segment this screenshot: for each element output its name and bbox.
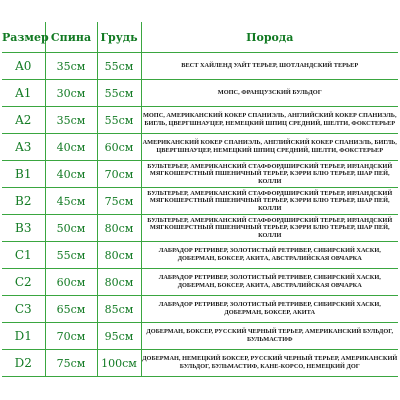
back-cell: 35см [45,53,97,80]
chest-cell: 55см [97,53,141,80]
breed-cell: ЛАБРАДОР РЕТРИВЕР, ЗОЛОТИСТЫЙ РЕТРИВЕР, СИБИРСКИЙ ХАСКИ, ДОБЕРМАН, БОКСЕР, АКИТА, АВСТРАЛИЙСКАЯ ОВЧАРКА [141,242,398,269]
header-row [2,22,398,53]
chest-cell: 60см [97,134,141,161]
breed-cell: БУЛЬТЕРЬЕР, АМЕРИКАНСКИЙ СТАФФОРДШИРСКИЙ ТЕРЬЕР, ИРЛАНДСКИЙ МЯГКОШЕРСТНЫЙ ПШЕНИЧНЫЙ ТЕРЬЕР, КЭРРИ БЛЮ ТЕРЬЕР, ШАР ПЕЙ, КОЛЛИ [141,215,398,242]
chest-cell: 85см [97,296,141,323]
back-cell: 70см [45,323,97,350]
table-row [2,350,398,377]
header-breed: Порода [141,22,398,53]
chest-cell: 70см [97,161,141,188]
size-cell: A0 [2,53,45,80]
back-cell: 45см [45,188,97,215]
chest-cell: 100см [97,350,141,377]
back-cell: 55см [45,242,97,269]
breed-cell: АМЕРИКАНСКИЙ КОКЕР СПАНИЭЛЬ, АНГЛИЙСКИЙ КОКЕР СПАНИЭЛЬ, БИГЛЬ, ЦВЕРГШНАУЦЕР, НЕМЕЦКИЙ ШПИЦ СРЕДНИЙ, ШЕЛТИ, ФОКСТЕРЬЕР [141,134,398,161]
chest-cell: 55см [97,107,141,134]
breed-cell: ДОБЕРМАН, БОКСЕР, РУССКИЙ ЧЕРНЫЙ ТЕРЬЕР, АМЕРИКАНСКИЙ БУЛЬДОГ, БУЛЬМАСТИФ [141,323,398,350]
size-cell: A1 [2,80,45,107]
size-cell: B2 [2,188,45,215]
breed-cell: БУЛЬТЕРЬЕР, АМЕРИКАНСКИЙ СТАФФОРДШИРСКИЙ ТЕРЬЕР, ИРЛАНДСКИЙ МЯГКОШЕРСТНЫЙ ПШЕНИЧНЫЙ ТЕРЬЕР, КЭРРИ БЛЮ ТЕРЬЕР, ШАР ПЕЙ, КОЛЛИ [141,161,398,188]
table-row [2,107,398,134]
table-row [2,134,398,161]
breed-cell: ЛАБРАДОР РЕТРИВЕР, ЗОЛОТИСТЫЙ РЕТРИВЕР, СИБИРСКИЙ ХАСКИ, ДОБЕРМАН, БОКСЕР, АКИТА, АВСТРАЛИЙСКАЯ ОВЧАРКА [141,269,398,296]
breed-cell: ВЕСТ ХАЙЛЕНД УАЙТ ТЕРЬЕР, ШОТЛАНДСКИЙ ТЕРЬЕР [141,53,398,80]
back-cell: 60см [45,269,97,296]
size-cell: B3 [2,215,45,242]
table-row [2,269,398,296]
breed-cell: ДОБЕРМАН, НЕМЕЦКИЙ БОКСЕР, РУССКИЙ ЧЕРНЫЙ ТЕРЬЕР, АМЕРИКАНСКИЙ БУЛЬДОГ, БУЛЬМАСТИФ, КАНЕ-КОРСО, НЕМЕЦКИЙ ДОГ [141,350,398,377]
chest-cell: 75см [97,188,141,215]
back-cell: 75см [45,350,97,377]
size-table [2,22,398,377]
back-cell: 35см [45,107,97,134]
header-back: Спина [45,22,97,53]
chest-cell: 80см [97,215,141,242]
back-cell: 65см [45,296,97,323]
header-size: Размер [2,22,45,53]
chest-cell: 55см [97,80,141,107]
size-cell: C1 [2,242,45,269]
table-row [2,323,398,350]
back-cell: 30см [45,80,97,107]
back-cell: 50см [45,215,97,242]
breed-cell: ЛАБРАДОР РЕТРИВЕР, ЗОЛОТИСТЫЙ РЕТРИВЕР, СИБИРСКИЙ ХАСКИ, ДОБЕРМАН, БОКСЕР, АКИТА [141,296,398,323]
table-row [2,161,398,188]
chest-cell: 80см [97,242,141,269]
header-chest: Грудь [97,22,141,53]
back-cell: 40см [45,161,97,188]
breed-cell: МОПС, ФРАНЦУЗСКИЙ БУЛЬДОГ [141,80,398,107]
table-row [2,242,398,269]
size-cell: C2 [2,269,45,296]
breed-cell: МОПС, АМЕРИКАНСКИЙ КОКЕР СПАНИЭЛЬ, АНГЛИЙСКИЙ КОКЕР СПАНИЭЛЬ, БИГЛЬ, ЦВЕРГШНАУЦЕР, НЕМЕЦКИЙ ШПИЦ СРЕДНИЙ, ШЕЛТИ, ФОКСТЕРЬЕР [141,107,398,134]
size-cell: C3 [2,296,45,323]
size-cell: A2 [2,107,45,134]
table-row [2,53,398,80]
breed-cell: БУЛЬТЕРЬЕР, АМЕРИКАНСКИЙ СТАФФОРДШИРСКИЙ ТЕРЬЕР, ИРЛАНДСКИЙ МЯГКОШЕРСТНЫЙ ПШЕНИЧНЫЙ ТЕРЬЕР, КЭРРИ БЛЮ ТЕРЬЕР, ШАР ПЕЙ, КОЛЛИ [141,188,398,215]
size-cell: A3 [2,134,45,161]
chest-cell: 95см [97,323,141,350]
table-row [2,188,398,215]
size-cell: D1 [2,323,45,350]
table-row [2,215,398,242]
size-chart [2,22,398,377]
table-row [2,296,398,323]
back-cell: 40см [45,134,97,161]
table-row [2,80,398,107]
size-cell: D2 [2,350,45,377]
size-cell: B1 [2,161,45,188]
chest-cell: 80см [97,269,141,296]
